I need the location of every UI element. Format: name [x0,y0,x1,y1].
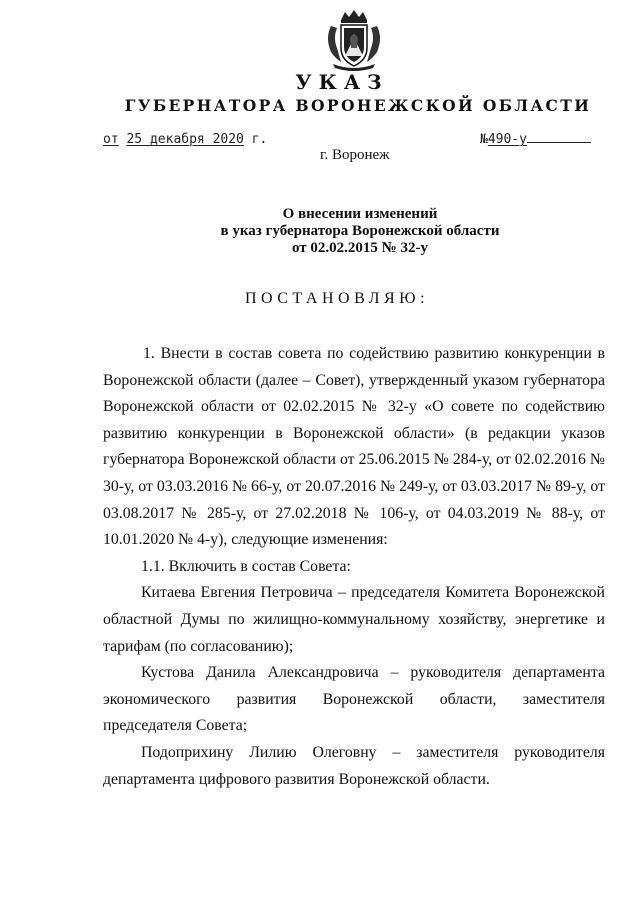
decree-subject [140,206,580,257]
number-value: 490-у [487,132,527,147]
paragraph-1-1: 1.1. Включить в состав Совета: [141,557,351,575]
number-underline [527,132,591,143]
subject-line-3: от 02.02.2015 № 32-у [292,240,428,256]
subject-line-2: в указ губернатора Воронежской области [220,223,500,239]
date-prefix: от [103,132,119,147]
coat-of-arms-icon [323,8,385,72]
number-prefix: № [480,132,488,147]
decree-date [103,132,267,147]
paragraph-member-1: Китаева Евгения Петровича – председателя Комитета Воронежской областной Думы по жилищно-коммунальному хозяйству, энергетике и тарифам (по согласованию); [103,584,605,655]
document-subtitle: ГУБЕРНАТОРА ВОРОНЕЖСКОЙ ОБЛАСТИ [124,96,592,115]
subject-line-1: О внесении изменений [282,206,438,222]
paragraph-member-2: Кустова Данила Александровича – руководителя департамента экономического развития Воронежской области, заместителя председателя Совета; [103,664,605,735]
paragraph-member-3: Подоприхину Лилию Олеговну – заместителя руководителя департамента цифрового развития Воронежской области. [103,743,605,788]
document-title: УКАЗ [295,70,389,94]
date-suffix: г. [251,132,268,147]
document-body [103,341,605,793]
paragraph-1: 1. Внести в состав совета по содействию развитию конкуренции в Воронежской области (далее – Совет), утвержденный указом губернатора Воронежской области от 02.02.2015 № 32-у «О совете по содействию развитию конкуренции в Воронежской области» (в редакции указов губернатора Воронежской области от 25.06.2015 № 284-у, от 02.02.2016 № 30-у, от 03.03.2016 № 66-у, от 20.07.2016 № 249-у, от 03.03.2017 № 89-у, от 03.08.2017 № 285-у, от 27.02.2018 № 106-у, от 04.03.2019 № 88-у, от 10.01.2020 № 4-у), следующие изменения: [103,345,605,549]
decree-number [480,132,591,147]
city-label: г. Воронеж [320,147,390,163]
date-value: 25 декабря 2020 [126,132,244,147]
decree-word: ПОСТАНОВЛЯЮ: [244,290,430,307]
